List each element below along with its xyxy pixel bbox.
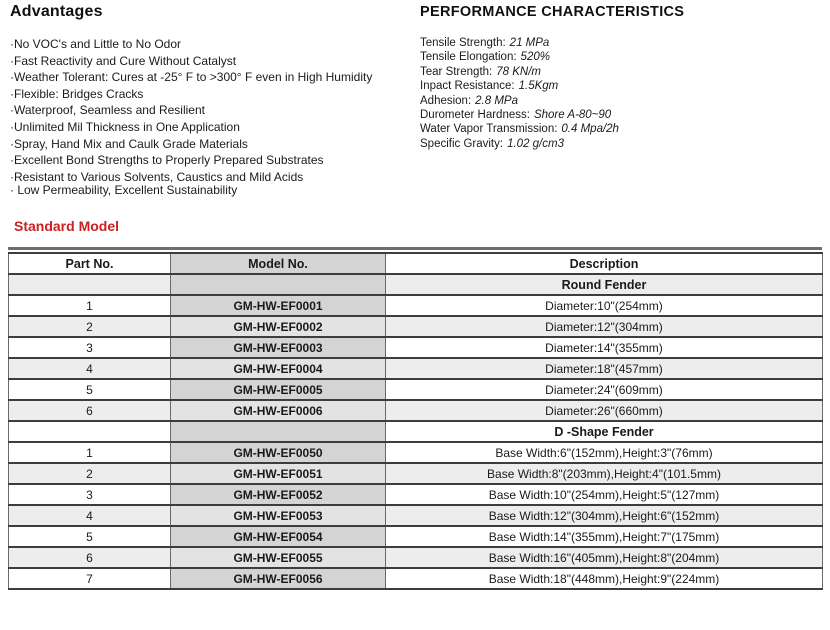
standard-model-table-wrap [8, 247, 822, 590]
advantage-item: ·Waterproof, Seamless and Resilient [10, 103, 205, 118]
model-cell: GM-HW-EF0003 [171, 337, 386, 358]
table-row [9, 505, 823, 526]
part-cell: 2 [9, 463, 171, 484]
performance-item [420, 122, 822, 136]
desc-cell: Diameter:12"(304mm) [386, 316, 823, 337]
part-cell: 2 [9, 316, 171, 337]
performance-list [420, 36, 822, 151]
advantage-item: ·Excellent Bond Strengths to Properly Prepared Substrates [10, 153, 324, 168]
desc-cell: Base Width:10"(254mm),Height:5"(127mm) [386, 484, 823, 505]
standard-model-table [8, 252, 823, 590]
table-header-part: Part No. [9, 253, 171, 274]
model-cell: GM-HW-EF0002 [171, 316, 386, 337]
section-row-round-fender [9, 274, 823, 295]
performance-label: Durometer Hardness: [420, 109, 530, 122]
table-row [9, 295, 823, 316]
table-row [9, 400, 823, 421]
performance-value: 1.5Kgm [518, 80, 559, 93]
model-cell: GM-HW-EF0052 [171, 484, 386, 505]
performance-item [420, 108, 822, 122]
performance-value: Shore A-80~90 [533, 109, 612, 122]
desc-cell: Base Width:8"(203mm),Height:4"(101.5mm) [386, 463, 823, 484]
model-cell: GM-HW-EF0056 [171, 568, 386, 589]
advantages-title: Advantages [10, 3, 103, 20]
part-cell: 4 [9, 358, 171, 379]
model-cell: GM-HW-EF0004 [171, 358, 386, 379]
part-cell [9, 274, 171, 295]
advantage-item: ·Spray, Hand Mix and Caulk Grade Materials [10, 136, 248, 151]
model-cell [171, 274, 386, 295]
performance-value: 0.4 Mpa/2h [561, 123, 619, 136]
performance-label: Tensile Elongation: [420, 51, 517, 64]
model-cell: GM-HW-EF0051 [171, 463, 386, 484]
part-cell: 3 [9, 484, 171, 505]
section-row-d-shape-fender [9, 421, 823, 442]
table-row [9, 316, 823, 337]
desc-cell: Diameter:10"(254mm) [386, 295, 823, 316]
desc-cell: Base Width:6"(152mm),Height:3"(76mm) [386, 442, 823, 463]
advantage-item: ·Unlimited Mil Thickness in One Application [10, 119, 240, 134]
performance-label: Specific Gravity: [420, 137, 504, 150]
performance-label: Tear Strength: [420, 65, 493, 78]
table-row [9, 358, 823, 379]
desc-cell: Diameter:14"(355mm) [386, 337, 823, 358]
performance-label: Tensile Strength: [420, 37, 506, 49]
performance-item [420, 94, 822, 108]
desc-cell: Base Width:18"(448mm),Height:9"(224mm) [386, 568, 823, 589]
performance-title: PERFORMANCE CHARACTERISTICS [420, 4, 685, 20]
performance-section [420, 4, 822, 151]
model-cell: GM-HW-EF0005 [171, 379, 386, 400]
part-cell [9, 421, 171, 442]
part-cell: 5 [9, 379, 171, 400]
table-row [9, 484, 823, 505]
model-cell: GM-HW-EF0006 [171, 400, 386, 421]
performance-item [420, 36, 822, 50]
performance-value: 520% [520, 51, 550, 64]
section-title-cell: D -Shape Fender [386, 421, 823, 442]
model-cell: GM-HW-EF0050 [171, 442, 386, 463]
advantage-item: ·Fast Reactivity and Cure Without Catalyst [10, 53, 237, 68]
part-cell: 1 [9, 442, 171, 463]
part-cell: 4 [9, 505, 171, 526]
performance-value: 78 KN/m [496, 65, 541, 78]
model-cell [171, 421, 386, 442]
table-header-model: Model No. [171, 253, 386, 274]
table-row [9, 337, 823, 358]
performance-label: Water Vapor Transmission: [420, 123, 558, 136]
model-cell: GM-HW-EF0053 [171, 505, 386, 526]
part-cell: 1 [9, 295, 171, 316]
table-header-row [9, 253, 823, 274]
performance-label: Inpact Resistance: [420, 80, 515, 93]
performance-item [420, 137, 822, 151]
performance-item [420, 50, 822, 64]
model-cell: GM-HW-EF0054 [171, 526, 386, 547]
advantage-item: · Low Permeability, Excellent Sustainability [10, 183, 238, 198]
table-row [9, 568, 823, 589]
table-row [9, 442, 823, 463]
performance-label: Adhesion: [420, 94, 472, 107]
table-top-band [8, 247, 822, 250]
table-row [9, 526, 823, 547]
performance-value: 21 MPa [509, 37, 550, 49]
advantage-item: ·No VOC's and Little to No Odor [10, 37, 182, 51]
section-title-cell: Round Fender [386, 274, 823, 295]
advantage-item: ·Flexible: Bridges Cracks [10, 86, 144, 101]
advantages-list [10, 36, 410, 199]
advantages-section [10, 3, 410, 199]
table-header-desc: Description [386, 253, 823, 274]
table-row [9, 547, 823, 568]
performance-item [420, 65, 822, 79]
performance-item [420, 79, 822, 93]
table-row [9, 379, 823, 400]
advantage-item: ·Resistant to Various Solvents, Caustics and Mild Acids [10, 169, 304, 184]
desc-cell: Base Width:12"(304mm),Height:6"(152mm) [386, 505, 823, 526]
desc-cell: Diameter:26"(660mm) [386, 400, 823, 421]
performance-value: 1.02 g/cm3 [507, 137, 564, 150]
desc-cell: Diameter:18"(457mm) [386, 358, 823, 379]
advantage-item: ·Weather Tolerant: Cures at -25° F to >300° F even in High Humidity [10, 70, 373, 85]
desc-cell: Base Width:14"(355mm),Height:7"(175mm) [386, 526, 823, 547]
table-row [9, 463, 823, 484]
desc-cell: Diameter:24"(609mm) [386, 379, 823, 400]
model-cell: GM-HW-EF0001 [171, 295, 386, 316]
part-cell: 6 [9, 547, 171, 568]
part-cell: 5 [9, 526, 171, 547]
standard-model-title: Standard Model [14, 218, 120, 234]
desc-cell: Base Width:16"(405mm),Height:8"(204mm) [386, 547, 823, 568]
model-cell: GM-HW-EF0055 [171, 547, 386, 568]
part-cell: 7 [9, 568, 171, 589]
part-cell: 6 [9, 400, 171, 421]
part-cell: 3 [9, 337, 171, 358]
performance-value: 2.8 MPa [475, 94, 518, 107]
